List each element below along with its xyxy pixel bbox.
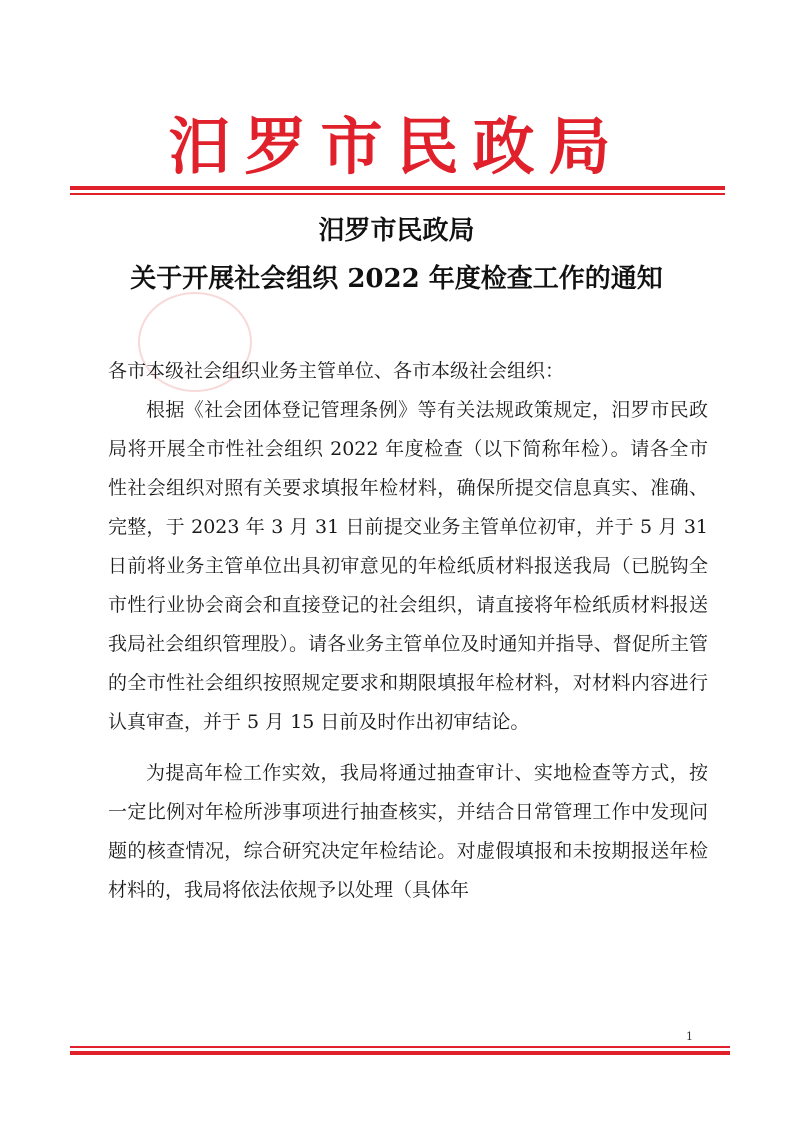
footer-rule-thin <box>70 1046 730 1048</box>
letterhead-title: 汨罗市民政局 <box>168 110 625 183</box>
letterhead-rule-thin <box>70 193 725 195</box>
letterhead-rule-thick <box>70 186 725 190</box>
salutation: 各市本级社会组织业务主管单位、各市本级社会组织： <box>108 360 565 382</box>
document-title-line-1: 汨罗市民政局 <box>318 216 475 246</box>
document-body <box>108 352 708 910</box>
footer-rule-thick <box>70 1051 730 1055</box>
body-paragraph-2: 为提高年检工作实效，我局将通过抽查审计、实地检查等方式，按一定比例对年检所涉事项进行抽查核实，并结合日常管理工作中发现问题的核查情况，综合研究决定年检结论。对虚假填报和未按期报送年检材料的，我局将依法依规予以处理（具体年 <box>108 762 708 901</box>
page-number: 1 <box>686 1030 693 1043</box>
document-title-line-2: 关于开展社会组织 2022 年度检查工作的通知 <box>130 264 663 294</box>
body-paragraph-1: 根据《社会团体登记管理条例》等有关法规政策规定，汨罗市民政局将开展全市性社会组织 2022 年度检查（以下简称年检）。请各全市性社会组织对照有关要求填报年检材料，确保所提交信息真实、准确、完整，于 2023 年 3 月 31 日前提交业务主管单位初审，并于 5 月 31 日前将业务主管单位出具初审意见的年检纸质材料报送我局（已脱钩全市性行业协会商会和直接登记的社会组织，请直接将年检纸质材料报送我局社会组织管理股）。请各业务主管单位及时通知并指导、督促所主管的全市性社会组织按照规定要求和期限填报年检材料，对材料内容进行认真审查，并于 5 月 15 日前及时作出初审结论。 <box>108 399 708 733</box>
